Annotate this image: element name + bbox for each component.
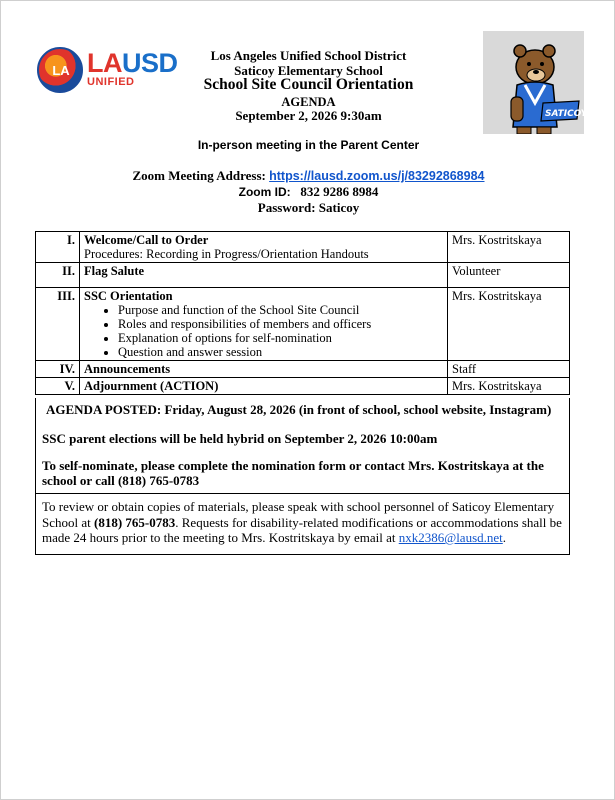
- item-content: [80, 361, 448, 378]
- agenda-posted-notice: AGENDA POSTED: Friday, August 28, 2026 (in front of school, school website, Instagram): [46, 402, 552, 417]
- zoom-address-line: [1, 168, 615, 184]
- mascot-banner-text: SATICOY: [545, 109, 584, 119]
- list-item: • Purpose and function of the School Site Council: [118, 303, 443, 317]
- list-item: • Question and answer session: [118, 345, 443, 359]
- zoom-address-label: Zoom Meeting Address:: [132, 168, 266, 183]
- item-title: Adjournment (ACTION): [84, 379, 219, 393]
- school-name: Saticoy Elementary School: [234, 63, 383, 78]
- zoom-password: Password: Saticoy: [257, 200, 360, 215]
- item-title: Announcements: [84, 362, 171, 376]
- agenda-row: [36, 288, 570, 361]
- review-text: .: [502, 530, 507, 545]
- logo-wordmark: LAUSD: [87, 48, 178, 78]
- elections-notice: SSC parent elections will be held hybrid on September 2, 2026 10:00am: [42, 431, 438, 446]
- review-text: . Requests for disability-related modifications or accommodations shall be made 24 hours prior to the meeting to Mrs. Kostritskaya by email at: [42, 514, 562, 545]
- lausd-emblem-icon: LA: [37, 47, 83, 93]
- item-detail: Procedures: Recording in Progress/Orientation Handouts: [84, 247, 369, 261]
- agenda-table: [35, 231, 570, 395]
- agenda-row: [36, 361, 570, 378]
- item-title: SSC Orientation: [84, 289, 173, 303]
- item-content: [80, 288, 448, 361]
- meeting-title: School Site Council Orientation: [203, 76, 414, 93]
- agenda-heading: AGENDA: [281, 95, 336, 109]
- self-nomination-notice: To self-nominate, please complete the nomination form or contact Mrs. Kostritskaya at the school or call (818) 765-0783: [42, 458, 544, 488]
- item-number: I.: [36, 232, 80, 263]
- zoom-id-line: [1, 184, 615, 200]
- agenda-row: [36, 232, 570, 263]
- agenda-row: [36, 263, 570, 288]
- district-name: Los Angeles Unified School District: [210, 48, 407, 63]
- list-item: • Explanation of options for self-nomination: [118, 331, 443, 345]
- review-text: To review or obtain copies of materials, please speak with school personnel of Saticoy Elementary School at: [42, 499, 555, 530]
- item-content: [80, 378, 448, 395]
- orientation-topics: [84, 303, 443, 359]
- divider: [36, 493, 569, 494]
- zoom-link[interactable]: https://lausd.zoom.us/j/83292868984: [269, 169, 485, 183]
- item-number: V.: [36, 378, 80, 395]
- item-number: III.: [36, 288, 80, 361]
- item-number: II.: [36, 263, 80, 288]
- logo-subtitle: UNIFIED: [87, 76, 135, 88]
- item-title: Welcome/Call to Order: [84, 233, 209, 247]
- list-item: • Roles and responsibilities of members and officers: [118, 317, 443, 331]
- materials-notice: [42, 499, 564, 546]
- notes-box: [35, 398, 570, 555]
- item-presenter: Staff: [448, 361, 570, 378]
- item-presenter: Mrs. Kostritskaya: [448, 288, 570, 361]
- school-phone: (818) 765-0783: [94, 514, 176, 530]
- agenda-row: [36, 378, 570, 395]
- item-content: [80, 232, 448, 263]
- email-link[interactable]: nxk2386@lausd.net: [398, 530, 503, 545]
- item-number: IV.: [36, 361, 80, 378]
- item-title: Flag Salute: [84, 264, 145, 278]
- item-presenter: Volunteer: [448, 263, 570, 288]
- item-presenter: Mrs. Kostritskaya: [448, 378, 570, 395]
- item-content: [80, 263, 448, 288]
- meeting-location: In-person meeting in the Parent Center: [197, 138, 420, 152]
- item-presenter: Mrs. Kostritskaya: [448, 232, 570, 263]
- zoom-id-value: 832 9286 8984: [300, 184, 379, 199]
- zoom-id-label: Zoom ID:: [238, 185, 291, 199]
- meeting-date: September 2, 2026 9:30am: [235, 108, 382, 123]
